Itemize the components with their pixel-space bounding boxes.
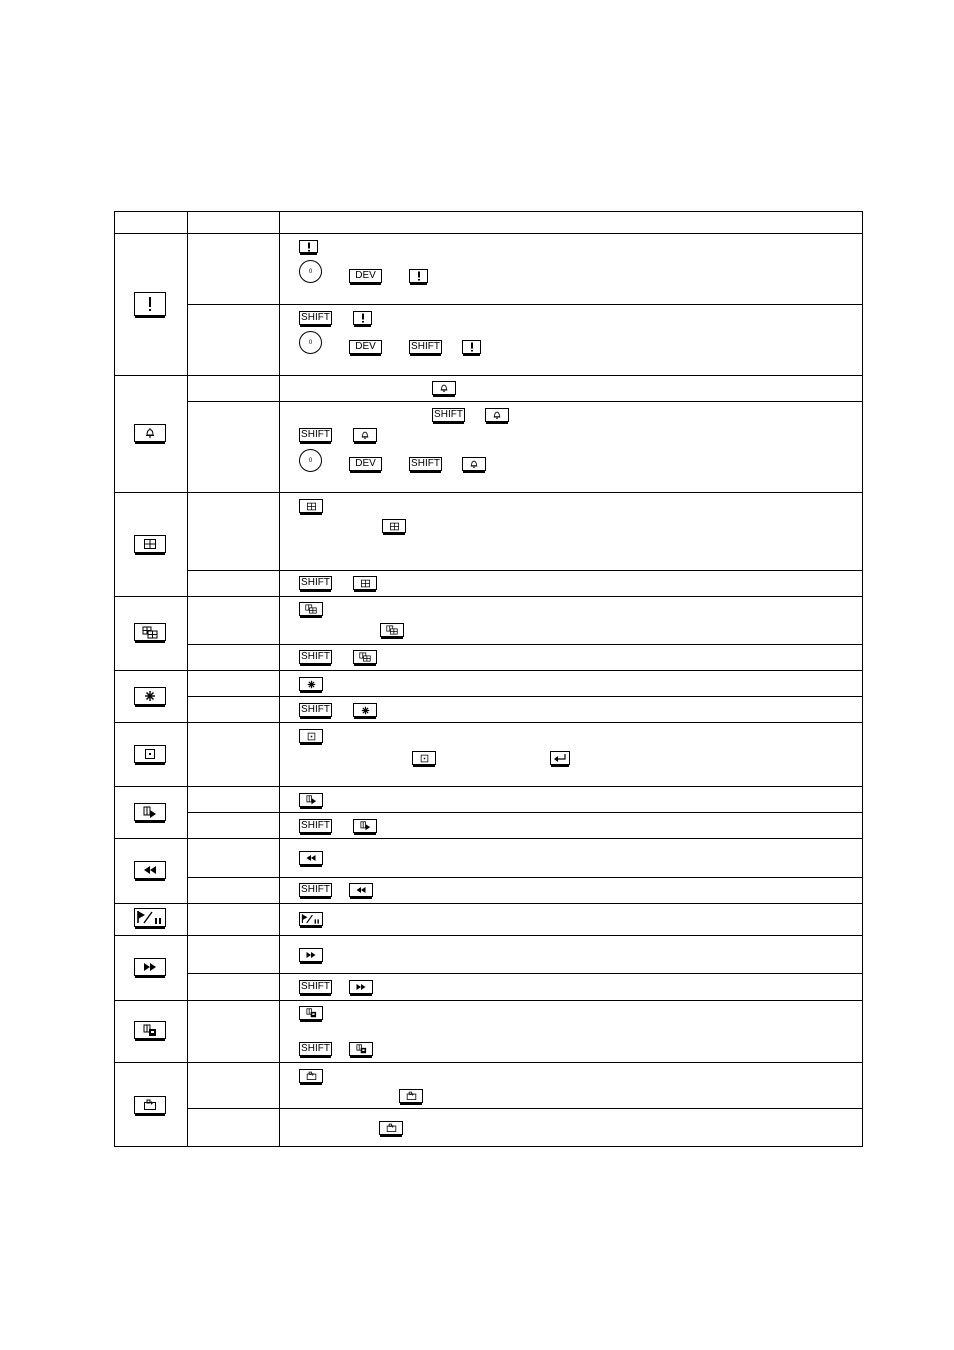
play-pause-key	[134, 908, 166, 927]
fast-forward-key	[349, 980, 373, 994]
record-icon	[143, 1024, 157, 1037]
freeze-key	[353, 703, 377, 717]
row-divider	[114, 375, 863, 376]
row-divider	[114, 492, 863, 493]
zoom-key	[134, 745, 166, 763]
row-divider	[114, 1062, 863, 1063]
row-divider	[114, 670, 863, 671]
subrow-divider	[187, 570, 863, 571]
sequence-icon	[143, 806, 157, 819]
subrow-divider	[187, 696, 863, 697]
row-divider	[114, 786, 863, 787]
multi-screen-icon	[359, 652, 371, 662]
bell-key	[485, 408, 509, 422]
bell-key	[134, 424, 166, 442]
subrow-divider	[187, 812, 863, 813]
shift-key: SHIFT	[432, 408, 465, 422]
multi-screen-icon	[386, 625, 398, 635]
alarm-key	[134, 292, 166, 316]
row-divider	[114, 838, 863, 839]
quad-key	[353, 576, 377, 590]
bell-key	[353, 428, 377, 442]
row-divider	[114, 903, 863, 904]
alarm-key	[299, 240, 318, 253]
multi-screen-key	[353, 650, 377, 664]
search-key	[399, 1089, 423, 1103]
dev-key: DEV	[349, 269, 382, 283]
search-key	[379, 1121, 403, 1135]
fast-forward-key	[134, 958, 166, 976]
sequence-icon	[306, 795, 317, 805]
freeze-icon	[144, 690, 156, 702]
subrow-divider	[187, 973, 863, 974]
bell-key	[432, 381, 456, 395]
alarm-icon	[147, 296, 153, 312]
subrow-divider	[187, 304, 863, 305]
multi-screen-key	[380, 623, 404, 637]
row-divider	[114, 722, 863, 723]
quad-icon	[389, 522, 400, 531]
quad-key	[299, 499, 323, 513]
fast-forward-icon	[355, 983, 367, 991]
alarm-icon	[307, 242, 311, 252]
freeze-icon	[361, 706, 370, 715]
shift-key: SHIFT	[299, 819, 332, 833]
shift-key: SHIFT	[299, 576, 332, 590]
bell-icon	[439, 383, 449, 393]
zoom-icon	[144, 748, 156, 760]
subrow-divider	[187, 877, 863, 878]
multi-screen-key	[134, 623, 166, 641]
jog-dial-icon: 0	[299, 331, 322, 354]
quad-icon	[360, 579, 371, 588]
bell-icon	[469, 459, 479, 469]
rewind-icon	[142, 865, 158, 875]
shift-key: SHIFT	[409, 457, 442, 471]
header-row-divider	[114, 233, 863, 234]
jog-dial-icon: 0	[299, 449, 322, 472]
multi-screen-icon	[142, 626, 158, 639]
dev-key: DEV	[349, 457, 382, 471]
bell-icon	[360, 430, 370, 440]
fast-forward-icon	[305, 951, 317, 959]
search-icon	[386, 1123, 397, 1133]
alarm-key	[409, 269, 428, 283]
function-table	[114, 211, 863, 1147]
fast-forward-icon	[142, 962, 158, 972]
rewind-key	[349, 883, 373, 897]
zoom-key	[299, 729, 323, 743]
alarm-icon	[417, 271, 421, 281]
alarm-key	[462, 340, 481, 354]
dev-key: DEV	[349, 340, 382, 354]
rewind-key	[134, 861, 166, 879]
quad-icon	[143, 538, 157, 550]
record-key	[299, 1006, 323, 1020]
bell-key	[462, 457, 486, 471]
column-divider	[187, 211, 188, 1147]
row-divider	[114, 596, 863, 597]
freeze-icon	[307, 680, 316, 689]
enter-key	[550, 751, 570, 765]
rewind-icon	[305, 854, 317, 862]
quad-icon	[306, 502, 317, 511]
record-icon	[306, 1008, 317, 1018]
quad-key	[382, 519, 406, 533]
search-key	[134, 1096, 166, 1114]
record-icon	[356, 1044, 367, 1054]
column-divider	[279, 211, 280, 1147]
quad-key	[134, 535, 166, 553]
sequence-icon	[360, 821, 371, 831]
shift-key: SHIFT	[299, 703, 332, 717]
alarm-icon	[470, 342, 474, 352]
subrow-divider	[187, 401, 863, 402]
freeze-key	[134, 687, 166, 705]
shift-key: SHIFT	[299, 1042, 332, 1056]
sequence-key	[299, 793, 323, 807]
zoom-icon	[420, 754, 429, 763]
freeze-key	[299, 677, 323, 691]
jog-dial-icon: 0	[299, 260, 322, 283]
sequence-key	[353, 819, 377, 833]
shift-key: SHIFT	[299, 980, 332, 994]
sequence-key	[134, 803, 166, 821]
play-pause-icon	[136, 910, 164, 925]
bell-icon	[144, 427, 156, 439]
row-divider	[114, 1000, 863, 1001]
shift-key: SHIFT	[299, 883, 332, 897]
shift-key: SHIFT	[299, 650, 332, 664]
fast-forward-key	[299, 948, 323, 962]
row-divider	[114, 935, 863, 936]
search-icon	[406, 1091, 417, 1101]
shift-key: SHIFT	[299, 311, 332, 325]
multi-screen-icon	[305, 604, 317, 614]
record-key	[134, 1021, 166, 1039]
search-icon	[143, 1099, 157, 1111]
zoom-icon	[307, 732, 316, 741]
multi-screen-key	[299, 602, 323, 616]
bell-icon	[492, 410, 502, 420]
rewind-key	[299, 851, 323, 865]
rewind-icon	[355, 886, 367, 894]
zoom-key	[412, 751, 436, 765]
play-pause-key	[299, 912, 323, 926]
shift-key: SHIFT	[409, 340, 442, 354]
subrow-divider	[187, 1108, 863, 1109]
search-key	[299, 1069, 323, 1083]
shift-key: SHIFT	[299, 428, 332, 442]
play-pause-icon	[301, 913, 321, 925]
alarm-key	[353, 311, 372, 325]
search-icon	[306, 1071, 317, 1081]
alarm-icon	[361, 313, 365, 323]
enter-icon	[553, 753, 567, 763]
record-key	[349, 1042, 373, 1056]
subrow-divider	[187, 644, 863, 645]
